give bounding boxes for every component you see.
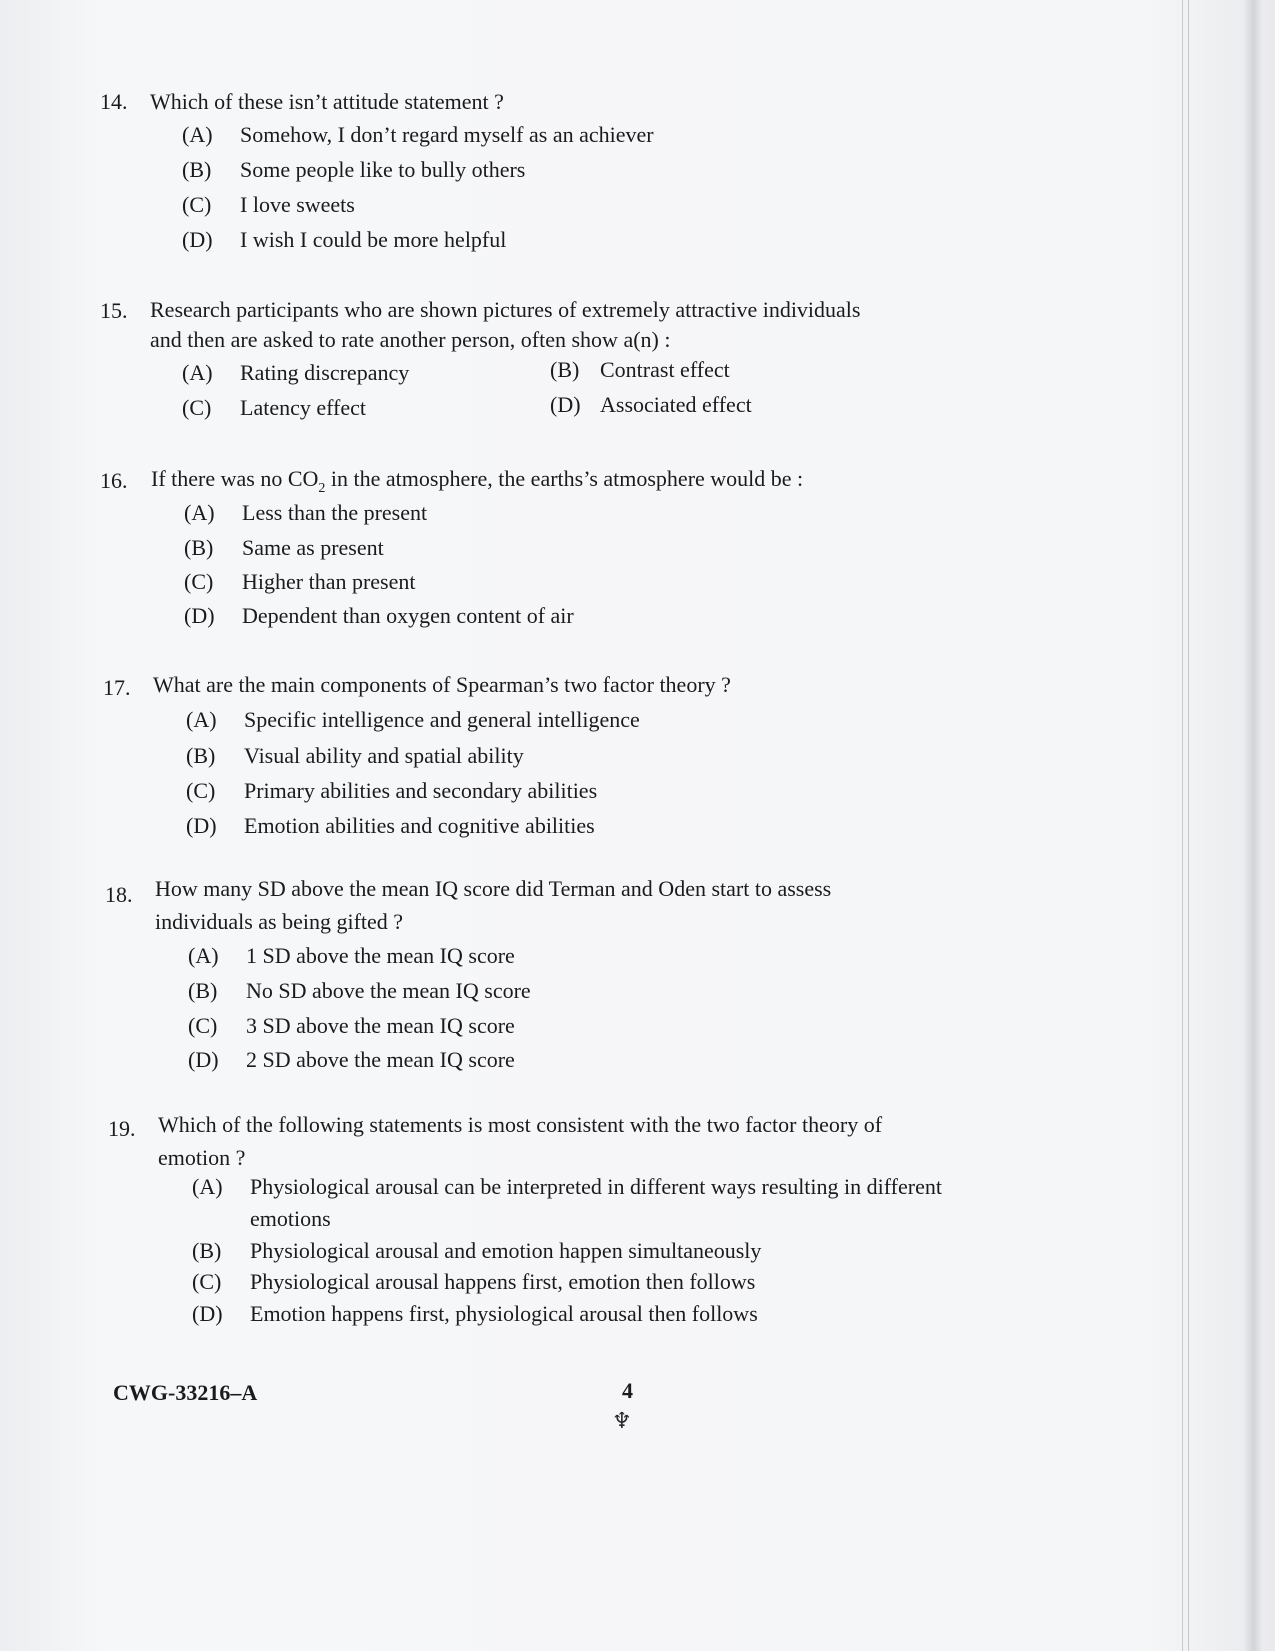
option-text: Contrast effect (600, 357, 730, 382)
page-edge-line (1188, 0, 1189, 1651)
question-text-before: If there was no CO (151, 466, 319, 491)
option-label: (A) (182, 360, 213, 385)
question-number: 18. (105, 882, 133, 907)
question-text: Which of these isn’t attitude statement ? (150, 89, 504, 114)
question-number: 15. (100, 298, 128, 323)
option-label: (A) (182, 122, 213, 147)
option-a-continued: emotions (250, 1206, 331, 1231)
question-text-line1: How many SD above the mean IQ score did Terman and Oden start to assess (155, 876, 832, 901)
option-text: Visual ability and spatial ability (244, 743, 524, 768)
option-label: (D) (188, 1047, 219, 1072)
option-label: (C) (184, 569, 214, 594)
option-a (192, 1172, 942, 1202)
option-d (184, 601, 574, 631)
option-label: (C) (188, 1013, 218, 1038)
option-text: 3 SD above the mean IQ score (246, 1013, 515, 1038)
option-a (182, 358, 409, 388)
option-label: (D) (192, 1301, 223, 1326)
option-text: Somehow, I don’t regard myself as an achiever (240, 122, 654, 147)
option-text: Emotion abilities and cognitive abilities (244, 813, 595, 838)
question-text-line1: Research participants who are shown pictures of extremely attractive individuals (150, 297, 861, 322)
option-text: Latency effect (240, 395, 367, 420)
option-label: (A) (192, 1174, 223, 1199)
option-label: (C) (186, 778, 216, 803)
option-label: (C) (192, 1269, 222, 1294)
option-text: Less than the present (242, 500, 428, 525)
option-label: (A) (188, 943, 219, 968)
option-d (182, 225, 506, 255)
option-c (192, 1267, 755, 1297)
option-b (550, 355, 730, 385)
option-a (184, 498, 427, 528)
option-label: (B) (186, 743, 216, 768)
question-number: 14. (100, 89, 128, 114)
option-text: Physiological arousal happens first, emotion then follows (250, 1269, 756, 1294)
option-d (192, 1299, 758, 1329)
option-a (186, 705, 640, 735)
question-number: 19. (108, 1116, 136, 1141)
question-number: 16. (100, 468, 128, 493)
option-label: (D) (550, 392, 581, 417)
question-text: What are the main components of Spearman’s two factor theory ? (153, 672, 731, 697)
option-text: Some people like to bully others (240, 157, 526, 182)
option-text: Rating discrepancy (240, 360, 410, 385)
option-c (186, 776, 597, 806)
option-label: (D) (184, 603, 215, 628)
option-c (188, 1011, 515, 1041)
option-text: I wish I could be more helpful (240, 227, 507, 252)
page-edge-line (1182, 0, 1183, 1651)
footer-mark-icon: ♆ (612, 1408, 632, 1433)
option-c (182, 393, 366, 423)
option-text: Higher than present (242, 569, 416, 594)
option-label: (A) (186, 707, 217, 732)
question-text-line2: emotion ? (158, 1145, 246, 1170)
option-text: I love sweets (240, 192, 355, 217)
option-d (550, 390, 752, 420)
option-b (192, 1236, 761, 1266)
option-label: (B) (184, 535, 214, 560)
option-text: Specific intelligence and general intelligence (244, 707, 640, 732)
option-b (186, 741, 524, 771)
option-a (182, 120, 654, 150)
option-label: (C) (182, 192, 212, 217)
option-label: (B) (192, 1238, 222, 1263)
option-b (184, 533, 384, 563)
option-text: No SD above the mean IQ score (246, 978, 531, 1003)
option-text: Associated effect (600, 392, 752, 417)
page-number: 4 (622, 1378, 633, 1403)
question-text-after: in the atmosphere, the earths’s atmosphere would be : (325, 466, 804, 491)
page-edge-shadow (1243, 0, 1261, 1651)
question-number: 17. (103, 675, 131, 700)
option-text: Physiological arousal and emotion happen simultaneously (250, 1238, 762, 1263)
option-a (188, 941, 515, 971)
option-b (188, 976, 531, 1006)
option-text: Primary abilities and secondary abilities (244, 778, 598, 803)
option-label: (D) (186, 813, 217, 838)
option-d (186, 811, 595, 841)
option-text: Same as present (242, 535, 384, 560)
option-text: 1 SD above the mean IQ score (246, 943, 515, 968)
option-label: (B) (182, 157, 212, 182)
option-text: Dependent than oxygen content of air (242, 603, 574, 628)
option-text: Physiological arousal can be interpreted in different ways resulting in different (250, 1174, 942, 1199)
option-label: (D) (182, 227, 213, 252)
question-text-line2: and then are asked to rate another person, often show a(n) : (150, 327, 671, 352)
option-c (184, 567, 416, 597)
option-label: (C) (182, 395, 212, 420)
subscript: 2 (318, 481, 326, 496)
question-text-line1: Which of the following statements is most consistent with the two factor theory of (158, 1112, 883, 1137)
option-label: (B) (188, 978, 218, 1003)
option-label: (A) (184, 500, 215, 525)
option-c (182, 190, 355, 220)
question-text-line2: individuals as being gifted ? (155, 909, 404, 934)
option-text: Emotion happens first, physiological arousal then follows (250, 1301, 758, 1326)
paper-code: CWG-33216–A (113, 1380, 258, 1405)
option-b (182, 155, 525, 185)
option-label: (B) (550, 357, 580, 382)
option-text: 2 SD above the mean IQ score (246, 1047, 515, 1072)
option-d (188, 1045, 515, 1075)
